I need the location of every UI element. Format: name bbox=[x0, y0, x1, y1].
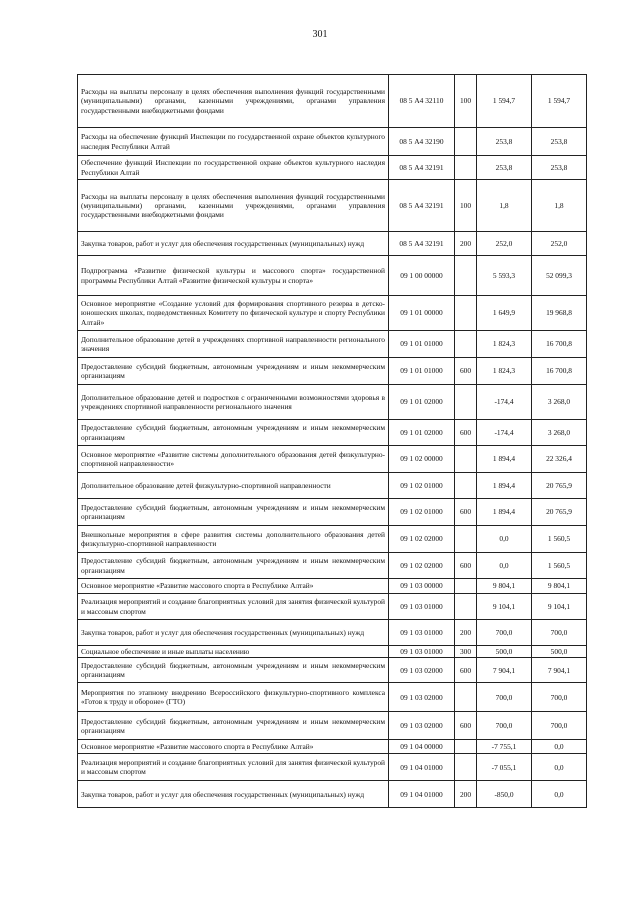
table-row bbox=[78, 331, 587, 358]
table-row bbox=[78, 358, 587, 385]
expense-kind-cell: 200 bbox=[455, 781, 477, 808]
target-article-code-cell: 09 1 02 01000 bbox=[389, 473, 455, 499]
target-article-code-cell: 09 1 04 01000 bbox=[389, 754, 455, 781]
amount-second-cell: 9 104,1 bbox=[532, 594, 587, 620]
amount-first-cell: 253,8 bbox=[477, 128, 532, 156]
amount-second-cell: 700,0 bbox=[532, 683, 587, 712]
expense-name-cell: Предоставление субсидий бюджетным, автономным учреждениям и иным некоммерческим организациям bbox=[78, 499, 389, 526]
target-article-code-cell: 09 1 01 01000 bbox=[389, 358, 455, 385]
amount-second-cell: 700,0 bbox=[532, 620, 587, 646]
amount-second-cell: 0,0 bbox=[532, 754, 587, 781]
amount-first-cell: 1 824,3 bbox=[477, 358, 532, 385]
target-article-code-cell: 09 1 02 02000 bbox=[389, 553, 455, 579]
amount-second-cell: 16 700,8 bbox=[532, 331, 587, 358]
amount-first-cell: 0,0 bbox=[477, 526, 532, 553]
target-article-code-cell: 09 1 03 01000 bbox=[389, 620, 455, 646]
expense-kind-cell: 600 bbox=[455, 553, 477, 579]
amount-second-cell: 253,8 bbox=[532, 156, 587, 180]
expense-kind-cell bbox=[455, 683, 477, 712]
expense-kind-cell bbox=[455, 579, 477, 594]
amount-second-cell: 20 765,9 bbox=[532, 473, 587, 499]
table-row bbox=[78, 553, 587, 579]
amount-second-cell: 500,0 bbox=[532, 646, 587, 658]
expense-kind-cell bbox=[455, 526, 477, 553]
expense-name-cell: Дополнительное образование детей физкультурно-спортивной направленности bbox=[78, 473, 389, 499]
expense-name-cell: Предоставление субсидий бюджетным, автономным учреждениям и иным некоммерческим организациям bbox=[78, 358, 389, 385]
expense-kind-cell bbox=[455, 594, 477, 620]
expense-kind-cell: 600 bbox=[455, 658, 477, 683]
expense-name-cell: Дополнительное образование детей в учреждениях спортивной направленности регионального значения bbox=[78, 331, 389, 358]
expense-kind-cell bbox=[455, 754, 477, 781]
expense-kind-cell: 600 bbox=[455, 712, 477, 740]
amount-first-cell: 1 594,7 bbox=[477, 75, 532, 128]
table-row bbox=[78, 296, 587, 331]
target-article-code-cell: 09 1 03 01000 bbox=[389, 646, 455, 658]
target-article-code-cell: 09 1 03 00000 bbox=[389, 579, 455, 594]
table-row bbox=[78, 620, 587, 646]
target-article-code-cell: 09 1 01 01000 bbox=[389, 331, 455, 358]
table-row bbox=[78, 180, 587, 232]
amount-first-cell: 1 824,3 bbox=[477, 331, 532, 358]
expense-name-cell: Предоставление субсидий бюджетным, автономным учреждениям и иным некоммерческим организациям bbox=[78, 420, 389, 446]
expense-name-cell: Подпрограмма «Развитие физической культуры и массового спорта» государственной программы Республики Алтай «Развитие физической культуры и спорта» bbox=[78, 256, 389, 296]
target-article-code-cell: 08 5 А4 32191 bbox=[389, 232, 455, 256]
amount-first-cell: 700,0 bbox=[477, 683, 532, 712]
amount-second-cell: 1 594,7 bbox=[532, 75, 587, 128]
table-row bbox=[78, 658, 587, 683]
expense-name-cell: Основное мероприятие «Развитие массового спорта в Республике Алтай» bbox=[78, 740, 389, 754]
budget-table bbox=[77, 74, 587, 808]
table-row bbox=[78, 232, 587, 256]
target-article-code-cell: 09 1 02 01000 bbox=[389, 499, 455, 526]
table-row bbox=[78, 683, 587, 712]
expense-kind-cell: 100 bbox=[455, 180, 477, 232]
page-number: 301 bbox=[312, 29, 328, 40]
amount-first-cell: 1 894,4 bbox=[477, 473, 532, 499]
table-row bbox=[78, 128, 587, 156]
table-row bbox=[78, 473, 587, 499]
amount-second-cell: 0,0 bbox=[532, 740, 587, 754]
expense-name-cell: Предоставление субсидий бюджетным, автономным учреждениям и иным некоммерческим организациям bbox=[78, 553, 389, 579]
target-article-code-cell: 09 1 03 02000 bbox=[389, 712, 455, 740]
table-row bbox=[78, 712, 587, 740]
amount-second-cell: 7 904,1 bbox=[532, 658, 587, 683]
amount-second-cell: 9 804,1 bbox=[532, 579, 587, 594]
table-row bbox=[78, 594, 587, 620]
expense-name-cell: Расходы на выплаты персоналу в целях обеспечения выполнения функций государственными (муниципальными) органами, казенными учреждениями, органами управления государственными внебюджетными фондами bbox=[78, 75, 389, 128]
table-row bbox=[78, 646, 587, 658]
expense-kind-cell bbox=[455, 473, 477, 499]
target-article-code-cell: 09 1 00 00000 bbox=[389, 256, 455, 296]
target-article-code-cell: 08 5 А4 32110 bbox=[389, 75, 455, 128]
amount-second-cell: 16 700,8 bbox=[532, 358, 587, 385]
amount-first-cell: -174,4 bbox=[477, 385, 532, 420]
expense-kind-cell bbox=[455, 296, 477, 331]
budget-table-body bbox=[78, 75, 587, 808]
amount-second-cell: 1,8 bbox=[532, 180, 587, 232]
expense-kind-cell bbox=[455, 385, 477, 420]
table-row bbox=[78, 420, 587, 446]
amount-first-cell: 700,0 bbox=[477, 712, 532, 740]
expense-kind-cell bbox=[455, 331, 477, 358]
target-article-code-cell: 09 1 01 02000 bbox=[389, 420, 455, 446]
amount-second-cell: 52 099,3 bbox=[532, 256, 587, 296]
target-article-code-cell: 08 5 А4 32191 bbox=[389, 180, 455, 232]
amount-first-cell: 5 593,3 bbox=[477, 256, 532, 296]
expense-kind-cell bbox=[455, 446, 477, 473]
expense-kind-cell: 300 bbox=[455, 646, 477, 658]
table-row bbox=[78, 579, 587, 594]
expense-name-cell: Закупка товаров, работ и услуг для обеспечения государственных (муниципальных) нужд bbox=[78, 620, 389, 646]
table-row bbox=[78, 499, 587, 526]
amount-first-cell: 1 894,4 bbox=[477, 499, 532, 526]
table-row bbox=[78, 446, 587, 473]
amount-second-cell: 1 560,5 bbox=[532, 553, 587, 579]
expense-kind-cell: 100 bbox=[455, 75, 477, 128]
amount-first-cell: -174,4 bbox=[477, 420, 532, 446]
expense-kind-cell: 200 bbox=[455, 232, 477, 256]
expense-kind-cell bbox=[455, 128, 477, 156]
target-article-code-cell: 09 1 03 02000 bbox=[389, 658, 455, 683]
expense-name-cell: Предоставление субсидий бюджетным, автономным учреждениям и иным некоммерческим организациям bbox=[78, 712, 389, 740]
target-article-code-cell: 08 5 А4 32190 bbox=[389, 128, 455, 156]
expense-name-cell: Дополнительное образование детей и подростков с ограниченными возможностями здоровья в учреждениях спортивной направленности регионального значения bbox=[78, 385, 389, 420]
amount-second-cell: 253,8 bbox=[532, 128, 587, 156]
expense-name-cell: Основное мероприятие «Создание условий для формирования спортивного резерва в детско-юношеских школах, подведомственных Комитету по физической культуре и спорту Республики Алтай» bbox=[78, 296, 389, 331]
amount-first-cell: 0,0 bbox=[477, 553, 532, 579]
expense-name-cell: Реализация мероприятий и создание благоприятных условий для занятия физической культурой и массовым спортом bbox=[78, 754, 389, 781]
table-row bbox=[78, 156, 587, 180]
amount-second-cell: 19 968,8 bbox=[532, 296, 587, 331]
amount-second-cell: 22 326,4 bbox=[532, 446, 587, 473]
expense-name-cell: Расходы на обеспечение функций Инспекции по государственной охране объектов культурного наследия Республики Алтай bbox=[78, 128, 389, 156]
amount-second-cell: 20 765,9 bbox=[532, 499, 587, 526]
amount-first-cell: -7 055,1 bbox=[477, 754, 532, 781]
expense-kind-cell: 600 bbox=[455, 358, 477, 385]
expense-kind-cell: 600 bbox=[455, 420, 477, 446]
amount-first-cell: 700,0 bbox=[477, 620, 532, 646]
target-article-code-cell: 09 1 03 02000 bbox=[389, 683, 455, 712]
amount-first-cell: 253,8 bbox=[477, 156, 532, 180]
amount-first-cell: -850,0 bbox=[477, 781, 532, 808]
expense-kind-cell bbox=[455, 156, 477, 180]
expense-name-cell: Предоставление субсидий бюджетным, автономным учреждениям и иным некоммерческим организациям bbox=[78, 658, 389, 683]
expense-kind-cell: 600 bbox=[455, 499, 477, 526]
table-row bbox=[78, 754, 587, 781]
expense-name-cell: Внешкольные мероприятия в сфере развития системы дополнительного образования детей физкультурно-спортивной направленности bbox=[78, 526, 389, 553]
amount-first-cell: 9 104,1 bbox=[477, 594, 532, 620]
amount-first-cell: 9 804,1 bbox=[477, 579, 532, 594]
expense-name-cell: Основное мероприятие «Развитие системы дополнительного образования детей физкультурно-спортивной направленности» bbox=[78, 446, 389, 473]
table-row bbox=[78, 75, 587, 128]
expense-kind-cell bbox=[455, 256, 477, 296]
expense-name-cell: Закупка товаров, работ и услуг для обеспечения государственных (муниципальных) нужд bbox=[78, 781, 389, 808]
amount-first-cell: 7 904,1 bbox=[477, 658, 532, 683]
amount-first-cell: 252,0 bbox=[477, 232, 532, 256]
target-article-code-cell: 09 1 03 01000 bbox=[389, 594, 455, 620]
amount-second-cell: 3 268,0 bbox=[532, 420, 587, 446]
target-article-code-cell: 08 5 А4 32191 bbox=[389, 156, 455, 180]
target-article-code-cell: 09 1 02 00000 bbox=[389, 446, 455, 473]
target-article-code-cell: 09 1 04 01000 bbox=[389, 781, 455, 808]
amount-second-cell: 252,0 bbox=[532, 232, 587, 256]
expense-name-cell: Реализация мероприятий и создание благоприятных условий для занятия физической культурой и массовым спортом bbox=[78, 594, 389, 620]
table-row bbox=[78, 740, 587, 754]
amount-first-cell: 1,8 bbox=[477, 180, 532, 232]
target-article-code-cell: 09 1 01 02000 bbox=[389, 385, 455, 420]
expense-name-cell: Социальное обеспечение и иные выплаты населению bbox=[78, 646, 389, 658]
table-row bbox=[78, 781, 587, 808]
amount-first-cell: -7 755,1 bbox=[477, 740, 532, 754]
amount-second-cell: 3 268,0 bbox=[532, 385, 587, 420]
amount-second-cell: 0,0 bbox=[532, 781, 587, 808]
expense-name-cell: Расходы на выплаты персоналу в целях обеспечения выполнения функций государственными (муниципальными) органами, казенными учреждениями, органами управления государственными внебюджетными фондами bbox=[78, 180, 389, 232]
amount-first-cell: 1 649,9 bbox=[477, 296, 532, 331]
table-row bbox=[78, 385, 587, 420]
target-article-code-cell: 09 1 01 00000 bbox=[389, 296, 455, 331]
expense-kind-cell: 200 bbox=[455, 620, 477, 646]
amount-second-cell: 700,0 bbox=[532, 712, 587, 740]
expense-name-cell: Мероприятия по этапному внедрению Всероссийского физкультурно-спортивного комплекса «Готов к труду и обороне» (ГТО) bbox=[78, 683, 389, 712]
amount-first-cell: 1 894,4 bbox=[477, 446, 532, 473]
expense-name-cell: Закупка товаров, работ и услуг для обеспечения государственных (муниципальных) нужд bbox=[78, 232, 389, 256]
expense-name-cell: Обеспечение функций Инспекции по государственной охране объектов культурного наследия Республики Алтай bbox=[78, 156, 389, 180]
table-row bbox=[78, 256, 587, 296]
expense-name-cell: Основное мероприятие «Развитие массового спорта в Республике Алтай» bbox=[78, 579, 389, 594]
table-row bbox=[78, 526, 587, 553]
amount-first-cell: 500,0 bbox=[477, 646, 532, 658]
target-article-code-cell: 09 1 04 00000 bbox=[389, 740, 455, 754]
target-article-code-cell: 09 1 02 02000 bbox=[389, 526, 455, 553]
amount-second-cell: 1 560,5 bbox=[532, 526, 587, 553]
expense-kind-cell bbox=[455, 740, 477, 754]
